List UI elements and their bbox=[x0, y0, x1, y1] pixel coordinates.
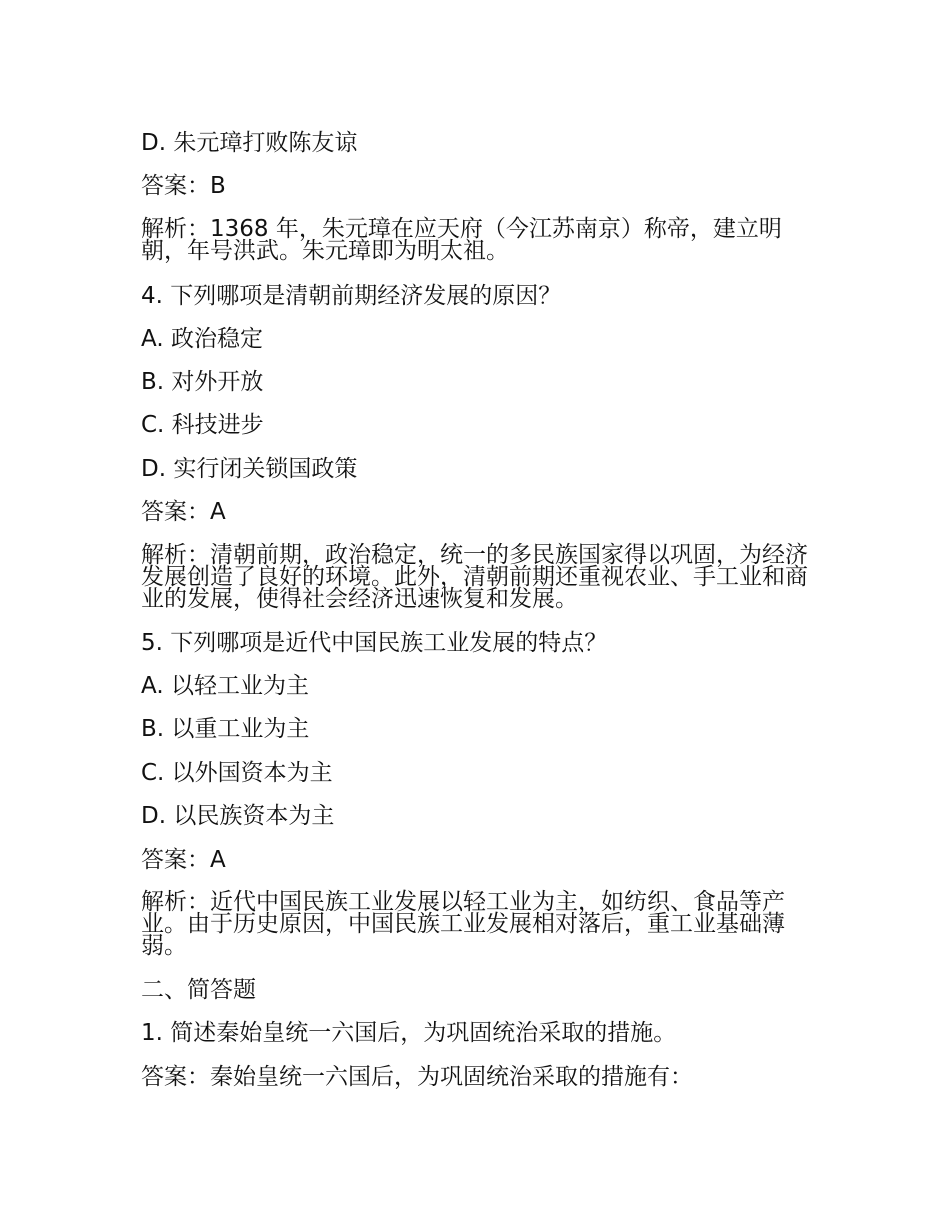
question-4: 4. 下列哪项是清朝前期经济发展的原因？ bbox=[141, 283, 562, 309]
option-d-q4: D. 实行闭关锁国政策 bbox=[141, 456, 358, 482]
short-answer-answer-1: 答案：秦始皇统一六国后，为巩固统治采取的措施有： bbox=[141, 1064, 693, 1090]
analysis-q5: 解析：近代中国民族工业发展以轻工业为主，如纺织、食品等产业。由于历史原因，中国民族工业发展相对落后，重工业基础薄弱。 bbox=[141, 889, 785, 959]
option-d-q5: D. 以民族资本为主 bbox=[141, 803, 335, 829]
answer-q5: 答案：A bbox=[141, 847, 226, 873]
question-5: 5. 下列哪项是近代中国民族工业发展的特点？ bbox=[141, 630, 608, 656]
option-a-q4: A. 政治稳定 bbox=[141, 326, 263, 352]
option-a-q5: A. 以轻工业为主 bbox=[141, 673, 309, 699]
short-answer-question-1: 1. 简述秦始皇统一六国后，为巩固统治采取的措施。 bbox=[141, 1020, 677, 1046]
answer-q3: 答案：B bbox=[141, 173, 226, 199]
option-c-q5: C. 以外国资本为主 bbox=[141, 760, 333, 786]
analysis-q3: 解析：1368 年，朱元璋在应天府（今江苏南京）称帝，建立明朝，年号洪武。朱元璋即为明太祖。 bbox=[141, 216, 782, 264]
analysis-q4: 解析：清朝前期，政治稳定，统一的多民族国家得以巩固，为经济发展创造了良好的环境。此外，清朝前期还重视农业、手工业和商业的发展，使得社会经济迅速恢复和发展。 bbox=[141, 542, 808, 612]
section-heading-short-answer: 二、简答题 bbox=[141, 977, 256, 1003]
option-b-q5: B. 以重工业为主 bbox=[141, 716, 310, 742]
option-c-q4: C. 科技进步 bbox=[141, 412, 264, 438]
option-d-q3: D. 朱元璋打败陈友谅 bbox=[141, 130, 358, 156]
option-b-q4: B. 对外开放 bbox=[141, 369, 264, 395]
answer-q4: 答案：A bbox=[141, 499, 226, 525]
